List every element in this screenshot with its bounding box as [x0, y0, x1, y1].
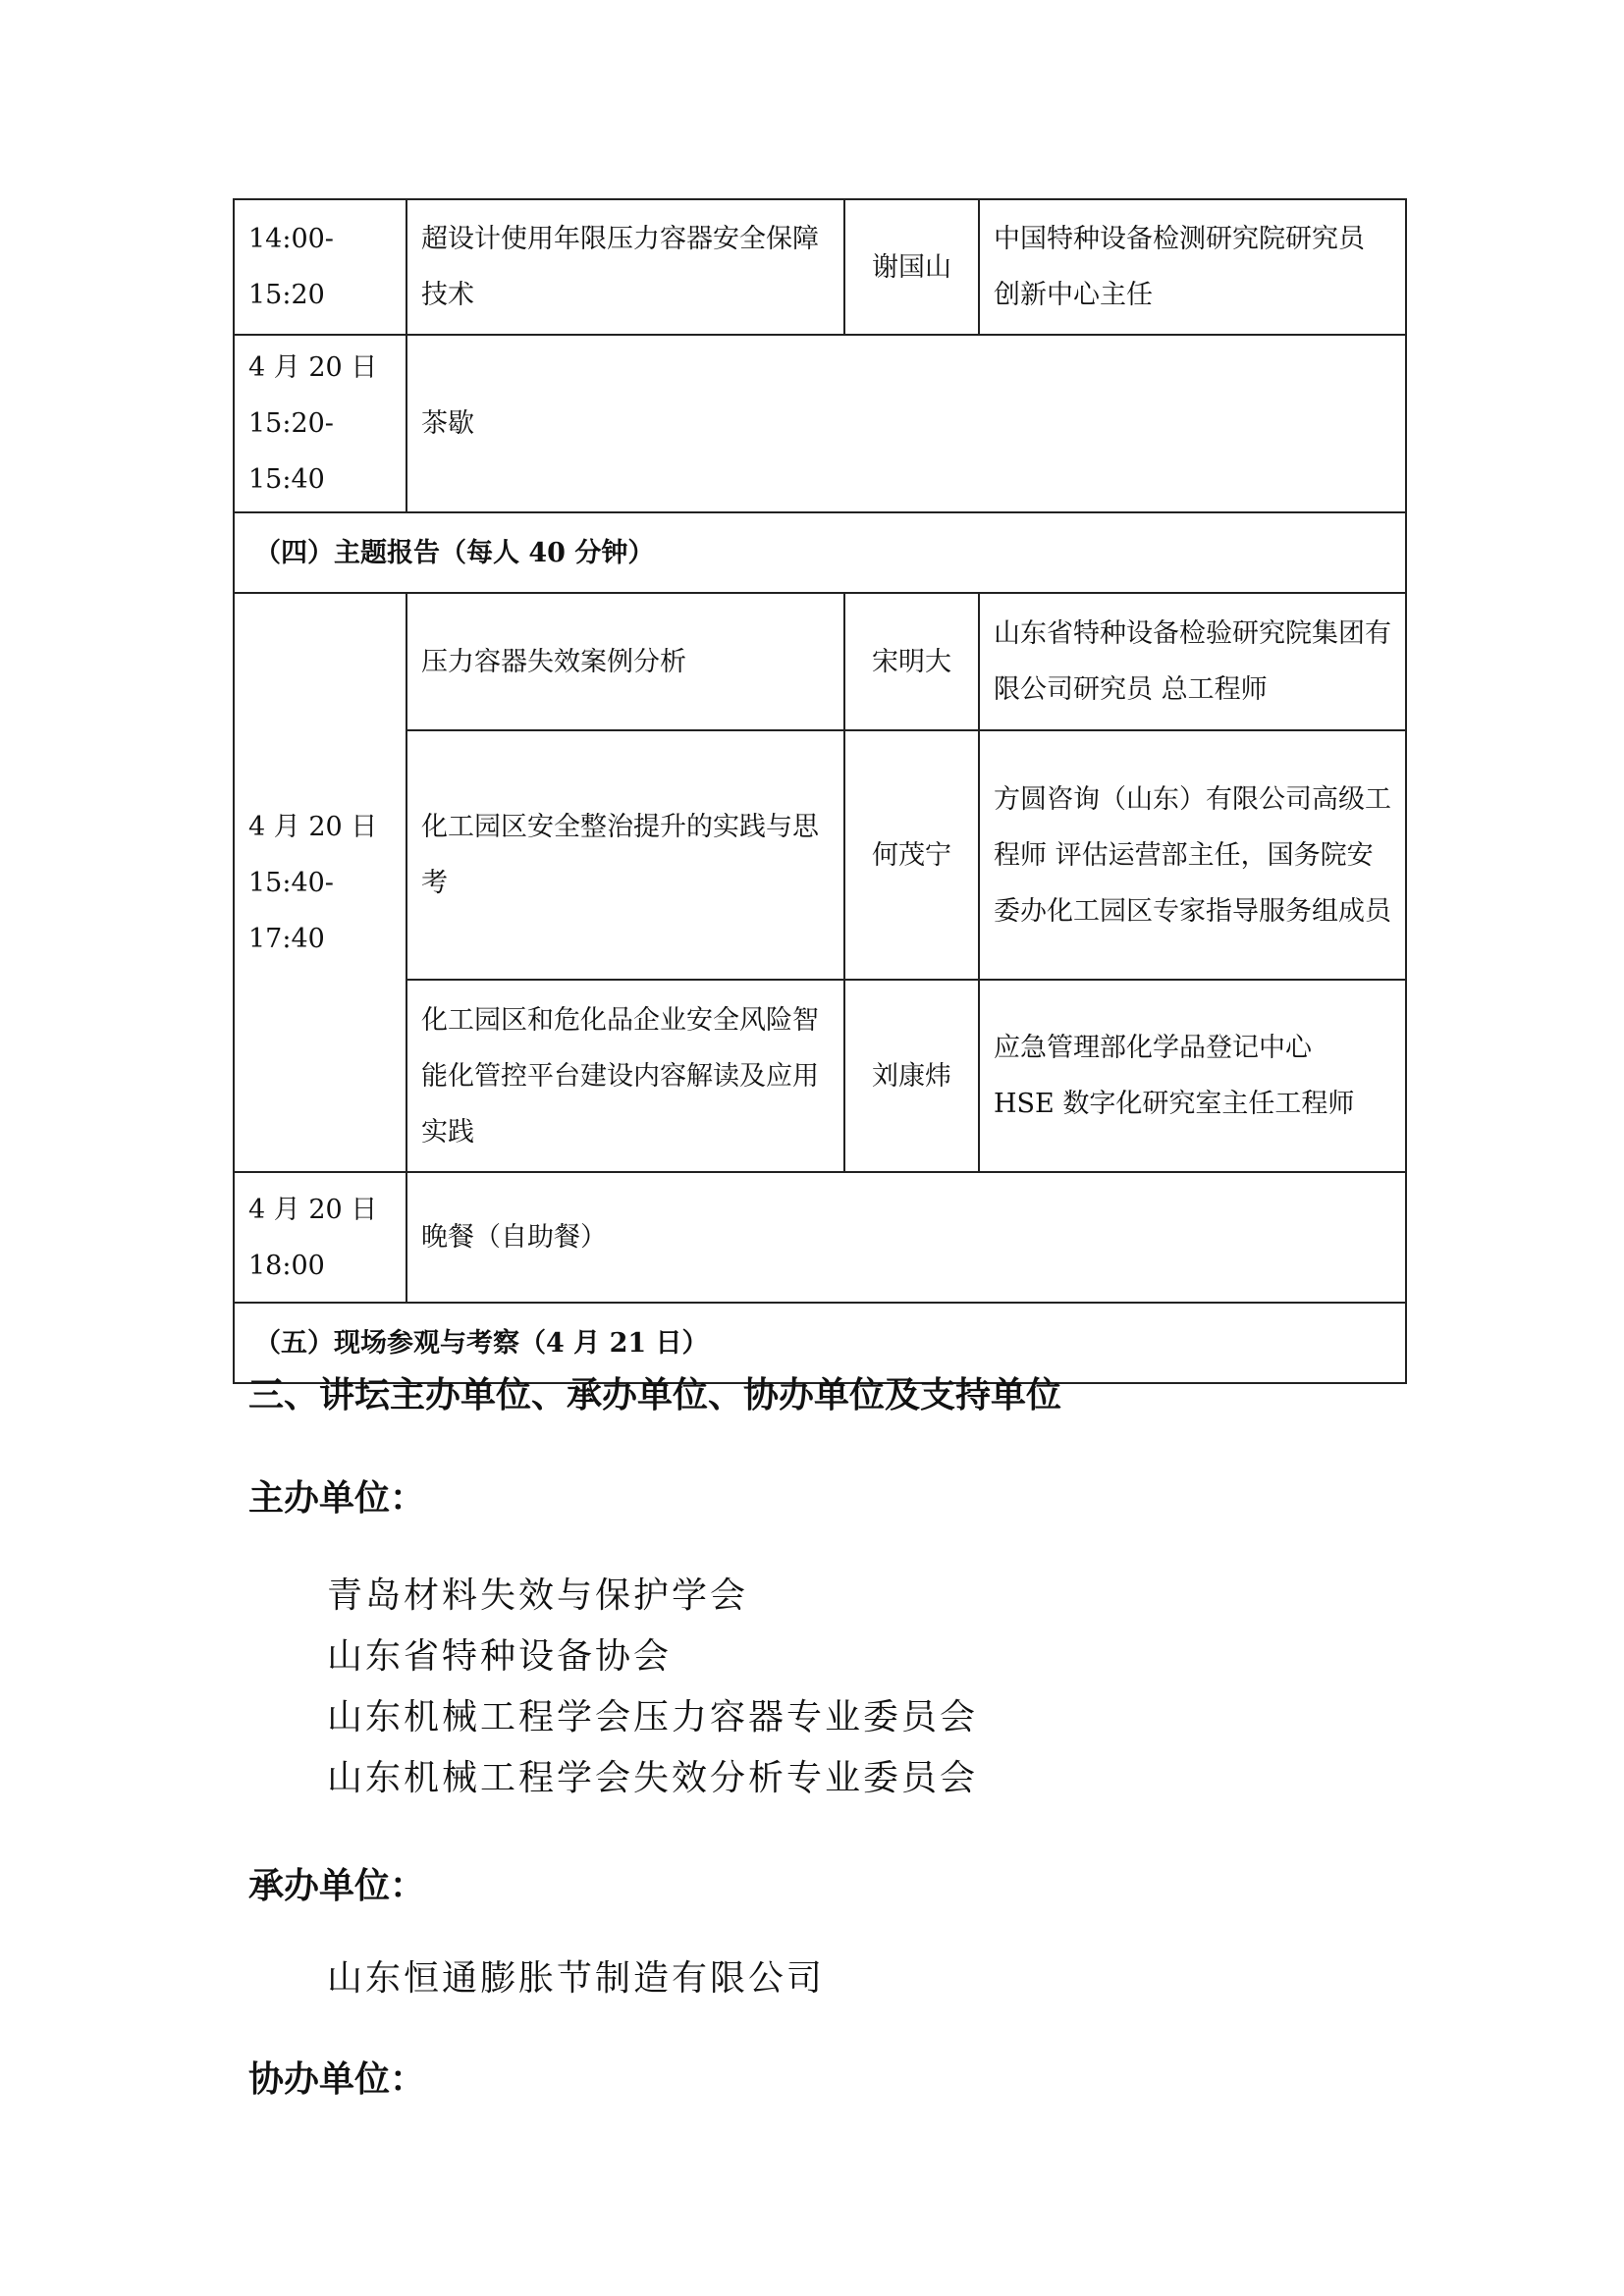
time-cell: 14:00-15:20: [234, 199, 406, 335]
table-row: [234, 730, 1406, 980]
agenda-table: [233, 198, 1407, 1384]
undertakers-list: [327, 1949, 825, 2009]
list-item: 青岛材料失效与保护学会: [327, 1575, 749, 1616]
time-cell: 4 月 20 日 18:00: [234, 1172, 406, 1303]
speaker-cell: 刘康炜: [844, 980, 979, 1172]
affiliation-cell: 方圆咨询（山东）有限公司高级工程师 评估运营部主任，国务院安委办化工园区专家指导服务组成员: [979, 730, 1406, 980]
section-row: [234, 512, 1406, 593]
affiliation-cell: 应急管理部化学品登记中心 HSE 数字化研究室主任工程师: [979, 980, 1406, 1172]
affiliation-cell: 中国特种设备检测研究院研究员 创新中心主任: [979, 199, 1406, 335]
section-title: 三、讲坛主办单位、承办单位、协办单位及支持单位: [248, 1375, 1062, 1415]
list-item: 山东恒通膨胀节制造有限公司: [327, 1958, 826, 1999]
activity-cell: 茶歇: [406, 335, 1406, 512]
table-row: [234, 1172, 1406, 1303]
topic-cell: 超设计使用年限压力容器安全保障技术: [406, 199, 844, 335]
time-cell: 4 月 20 日 15:40-17:40: [234, 593, 406, 1172]
topic-cell: 压力容器失效案例分析: [406, 593, 844, 730]
table-row: [234, 980, 1406, 1172]
speaker-cell: 谢国山: [844, 199, 979, 335]
section-heading: （五）现场参观与考察（4 月 21 日）: [234, 1303, 1406, 1383]
time-cell: 4 月 20 日 15:20-15:40: [234, 335, 406, 512]
activity-cell: 晚餐（自助餐）: [406, 1172, 1406, 1303]
table-row: [234, 335, 1406, 512]
co-organizer-label: 协办单位：: [248, 2059, 426, 2100]
table-row: [234, 199, 1406, 335]
organizers-list: [327, 1566, 978, 1809]
list-item: 山东省特种设备协会: [327, 1636, 673, 1677]
speaker-cell: 宋明大: [844, 593, 979, 730]
affiliation-cell: 山东省特种设备检验研究院集团有限公司研究员 总工程师: [979, 593, 1406, 730]
topic-cell: 化工园区安全整治提升的实践与思考: [406, 730, 844, 980]
list-item: 山东机械工程学会失效分析专业委员会: [327, 1758, 979, 1798]
undertaker-label: 承办单位：: [248, 1866, 426, 1906]
section-heading: （四）主题报告（每人 40 分钟）: [234, 512, 1406, 593]
list-item: 山东机械工程学会压力容器专业委员会: [327, 1697, 979, 1737]
organizers-label: 主办单位：: [248, 1478, 426, 1519]
table-row: [234, 593, 1406, 730]
topic-cell: 化工园区和危化品企业安全风险智能化管控平台建设内容解读及应用实践: [406, 980, 844, 1172]
speaker-cell: 何茂宁: [844, 730, 979, 980]
